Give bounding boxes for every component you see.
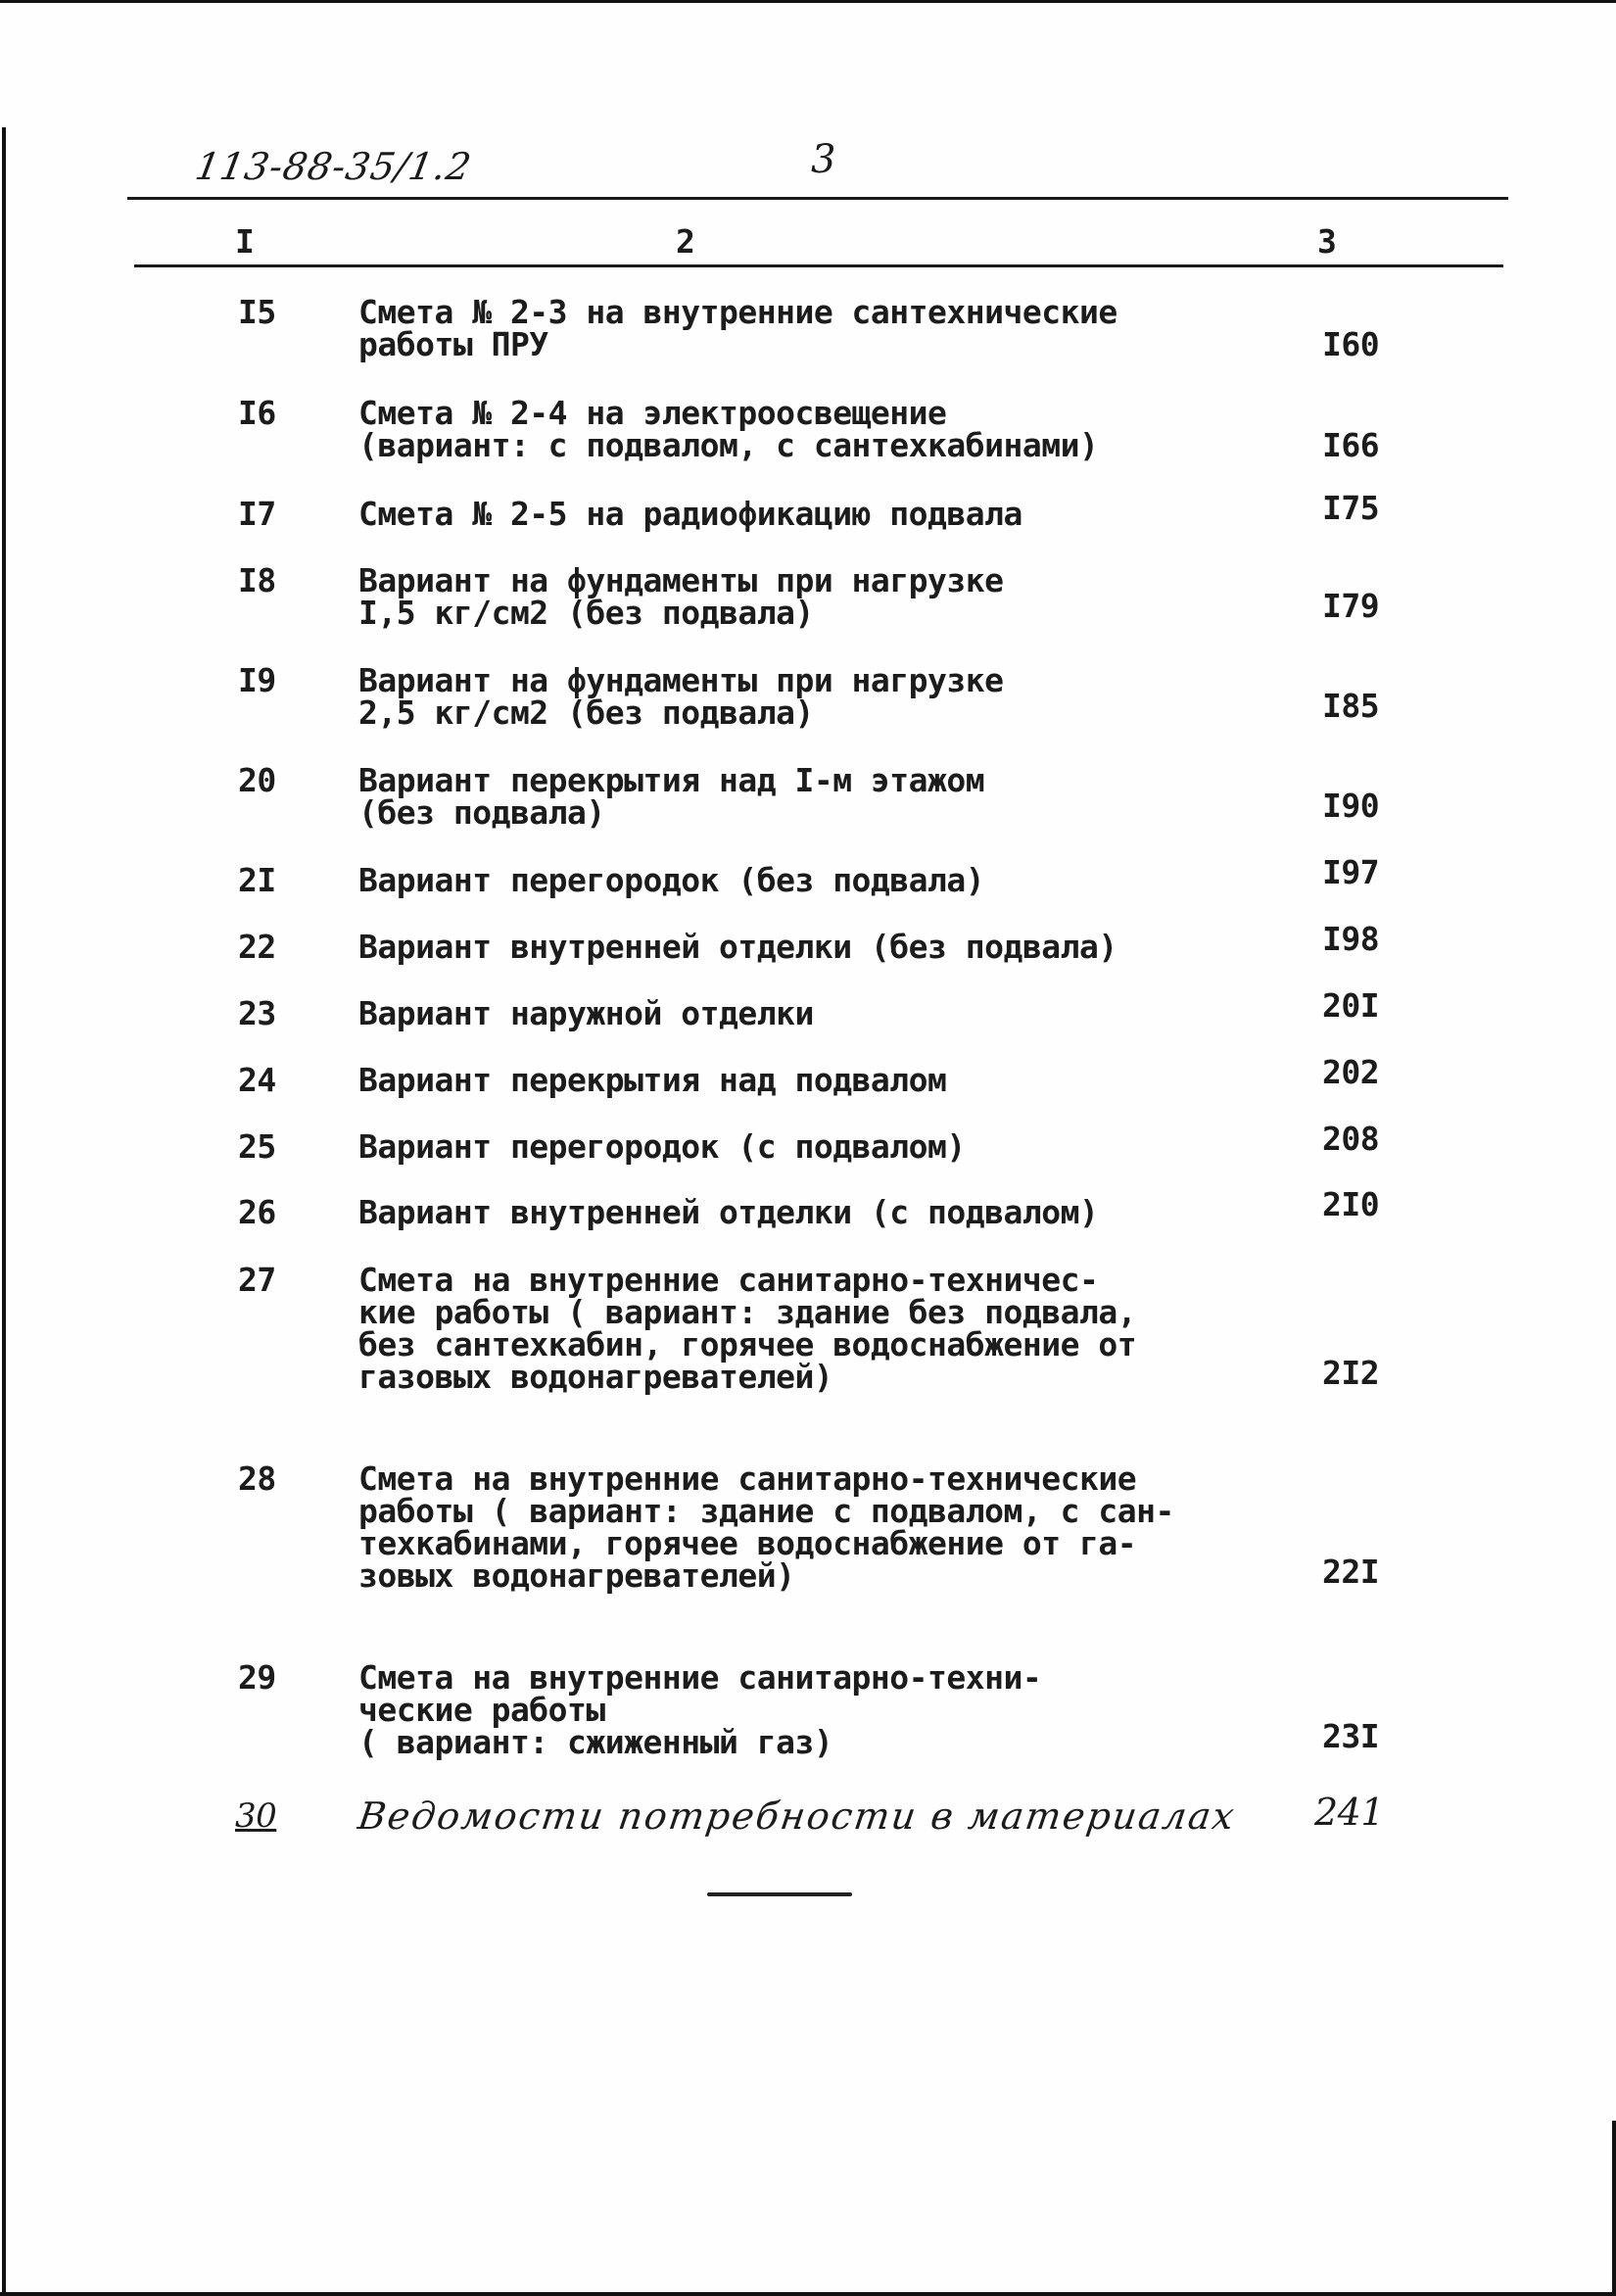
row-title <box>358 861 985 899</box>
row-page: 241 <box>1314 1791 1385 1834</box>
row-number: 30 <box>235 1796 277 1836</box>
row-title <box>358 293 1117 363</box>
row-title <box>358 561 1004 632</box>
row-page: 208 <box>1322 1120 1380 1158</box>
row-number: 29 <box>238 1658 276 1697</box>
row-title-line: Вариант внутренней отделки (без подвала) <box>358 928 1117 966</box>
row-page: 23I <box>1322 1717 1380 1755</box>
page-number: 3 <box>811 137 836 182</box>
row-page: 2I0 <box>1322 1185 1380 1223</box>
row-title-line: (вариант: с подвалом, с сантехкабинами) <box>358 426 1099 464</box>
row-title-line: кие работы ( вариант: здание без подвала, <box>358 1293 1137 1331</box>
row-page: 22I <box>1322 1553 1380 1591</box>
scan-edge-right <box>1612 2121 1616 2296</box>
row-title-line: работы ( вариант: здание с подвалом, с сан- <box>358 1492 1174 1530</box>
column-header-2: 2 <box>676 222 695 261</box>
row-number: I9 <box>238 661 276 699</box>
row-title-line: I,5 кг/см2 (без подвала) <box>358 594 814 632</box>
row-title-line: Вариант перекрытия над I-м этажом <box>358 761 985 799</box>
row-title-line: Вариант на фундаменты при нагрузке <box>358 561 1004 599</box>
row-number: I5 <box>238 293 276 331</box>
row-number: I7 <box>238 495 276 533</box>
row-title <box>358 394 1099 464</box>
scan-edge-top <box>0 0 1616 3</box>
row-title <box>358 1261 1137 1396</box>
row-number: 2I <box>238 861 276 899</box>
row-number: 20 <box>238 761 276 799</box>
row-number: 27 <box>238 1261 276 1299</box>
scan-edge-left <box>2 127 6 2296</box>
row-page: I66 <box>1322 426 1380 464</box>
row-number: 28 <box>238 1459 276 1498</box>
column-header-1: I <box>235 222 255 261</box>
row-title-line: Ведомости потребности в материалах <box>355 1794 1239 1838</box>
row-title <box>358 1658 1042 1761</box>
row-title-line: без сантехкабин, горячее водоснабжение от <box>358 1325 1137 1363</box>
row-title-line: техкабинами, горячее водоснабжение от га- <box>358 1524 1137 1562</box>
row-title-line: Вариант наружной отделки <box>358 994 814 1032</box>
row-title-line: Вариант перекрытия над подвалом <box>358 1061 947 1099</box>
row-title <box>358 928 1117 966</box>
row-page: I60 <box>1322 325 1380 363</box>
row-title-line: Смета № 2-3 на внутренние сантехнические <box>358 293 1117 331</box>
row-number: 22 <box>238 928 276 966</box>
row-title-line: ( вариант: сжиженный газ) <box>358 1723 833 1761</box>
row-page: I79 <box>1322 587 1380 625</box>
row-number: 23 <box>238 994 276 1032</box>
row-title <box>358 1061 947 1099</box>
row-title-line: Смета на внутренние санитарно-техни- <box>358 1658 1042 1697</box>
row-title-line: Смета на внутренние санитарно-технические <box>358 1459 1137 1498</box>
row-title-line: Смета № 2-5 на радиофикацию подвала <box>358 495 1022 533</box>
row-title-line: Вариант перегородок (с подвалом) <box>358 1127 966 1166</box>
row-title-line: Вариант на фундаменты при нагрузке <box>358 661 1004 699</box>
row-title-line: газовых водонагревателей) <box>358 1358 833 1396</box>
row-title-line: работы ПРУ <box>358 325 548 363</box>
row-page: I97 <box>1322 853 1380 891</box>
document-code: 113-88-35/1.2 <box>192 145 476 188</box>
header-rule-top <box>127 197 1508 200</box>
row-page: 202 <box>1322 1053 1380 1091</box>
row-title-line: Вариант внутренней отделки (с подвалом) <box>358 1193 1099 1231</box>
row-page: 2I2 <box>1322 1354 1380 1392</box>
row-page: I85 <box>1322 687 1380 725</box>
row-title-line: зовых водонагревателей) <box>358 1556 795 1595</box>
row-page: I90 <box>1322 787 1380 825</box>
row-title <box>355 1794 1239 1838</box>
row-title <box>358 761 985 832</box>
row-page: I75 <box>1322 489 1380 527</box>
row-title <box>358 661 1004 732</box>
end-of-list-dash <box>707 1892 852 1896</box>
row-number: I8 <box>238 561 276 599</box>
row-page: I98 <box>1322 920 1380 958</box>
row-number: 25 <box>238 1127 276 1166</box>
row-title-line: Смета на внутренние санитарно-техничес- <box>358 1261 1099 1299</box>
row-number: 26 <box>238 1193 276 1231</box>
row-page: 20I <box>1322 986 1380 1025</box>
row-title-line: 2,5 кг/см2 (без подвала) <box>358 694 814 732</box>
row-number: 24 <box>238 1061 276 1099</box>
header-rule-bottom <box>134 264 1503 267</box>
scan-edge-bottom <box>0 2292 1616 2296</box>
row-title <box>358 1193 1099 1231</box>
row-number: I6 <box>238 394 276 432</box>
row-title <box>358 994 814 1032</box>
row-title <box>358 1459 1174 1595</box>
row-title-line: (без подвала) <box>358 793 605 832</box>
row-title-line: ческие работы <box>358 1691 605 1729</box>
row-title-line: Смета № 2-4 на электроосвещение <box>358 394 947 432</box>
column-header-3: 3 <box>1317 222 1337 261</box>
row-title <box>358 495 1022 533</box>
row-title-line: Вариант перегородок (без подвала) <box>358 861 985 899</box>
row-title <box>358 1127 966 1166</box>
